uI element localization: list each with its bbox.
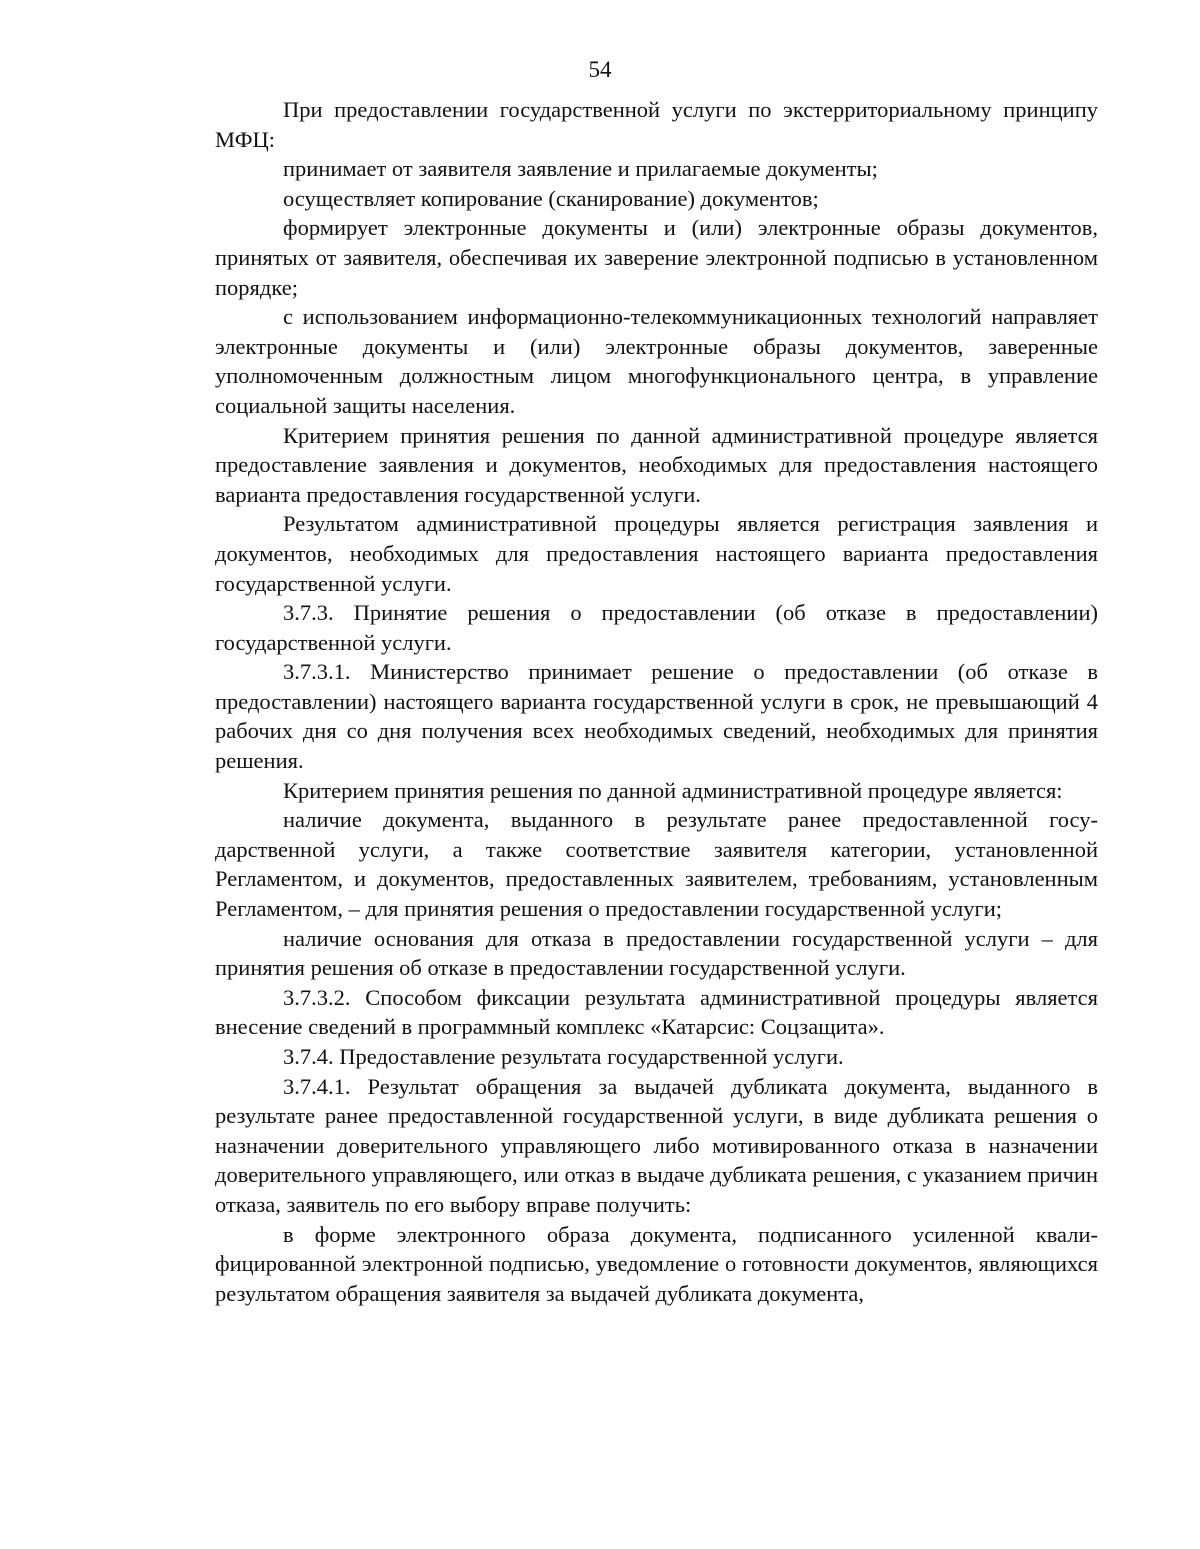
paragraph: осуществляет копирование (сканирование) документов; [283, 185, 819, 211]
paragraph: Критерием принятия решения по данной административной процедуре является: [283, 777, 1063, 803]
paragraph: формирует электронные документы и (или) электронные образы документов, принятых от заявителя, обеспечивая их заверение электронной подписью в установленном порядке; [215, 215, 1098, 300]
paragraph: Результатом административной процедуры является регистрация заявления и документов, необходимых для предоставления настоящего варианта предоставления государственной услуги. [215, 511, 1098, 596]
paragraph: При предоставлении государственной услуги по экстерриториальному принципу МФЦ: [215, 97, 1098, 152]
paragraph: наличие основания для отказа в предоставлении государственной услуги – для принятия решения об отказе в предоставлении государственной услуги. [215, 925, 1098, 981]
paragraph: 3.7.4. Предоставление результата государственной услуги. [283, 1044, 844, 1069]
paragraph: принимает от заявителя заявление и прилагаемые документы; [283, 156, 878, 182]
paragraph: в форме электронного образа документа, подписанного усиленной квалифицированной электронной подписью, уведомление о готовности документов, являющихся результатом обращения заявителя за выдачей дубликата документа, [215, 1221, 1098, 1306]
paragraph: 3.7.3.2. Способом фиксации результата административной процедуры является внесение сведений в программный комплекс «Катарсис: Соцзащита». [215, 984, 1098, 1040]
page-number: 54 [588, 57, 612, 82]
paragraph: 3.7.4.1. Результат обращения за выдачей дубликата документа, выданного в результате ранее предоставленной государственной услуги, в виде дубликата решения о назначении доверительного управляющего либо мотивированного отказа в назначении доверительного управляющего, или отказ в выдаче дубликата решения, с указанием причин отказа, заявитель по его выбору вправе получить: [215, 1073, 1098, 1217]
document-body [215, 95, 1098, 1308]
paragraph: 3.7.3. Принятие решения о предоставлении (об отказе в предоставлении) государственной услуги. [215, 600, 1098, 655]
paragraph: 3.7.3.1. Министерство принимает решение о предоставлении (об отказе в предоставлении) настоящего варианта государственной услуги в срок, не превышающий 4 рабочих дня со дня получения всех необходимых сведений, необходимых для принятия решения. [215, 659, 1098, 774]
paragraph: Критерием принятия решения по данной административной процедуре является предоставление заявления и документов, необходимых для предоставления настоящего варианта предоставления государственной услуги. [215, 422, 1098, 507]
paragraph: с использованием информационно-телекоммуникационных технологий направляет электронные документы и (или) электронные образы документов, заверенные уполномоченным должностным лицом многофункционального центра, в управление социальной защиты населения. [215, 304, 1098, 418]
paragraph: наличие документа, выданного в результате ранее предоставленной государственной услуги, а также соответствие заявителя категории, установленной Регламентом, и документов, предоставленных заявителем, требованиям, установленным Регламентом, – для принятия решения о предоставлении государственной услуги; [215, 807, 1098, 922]
